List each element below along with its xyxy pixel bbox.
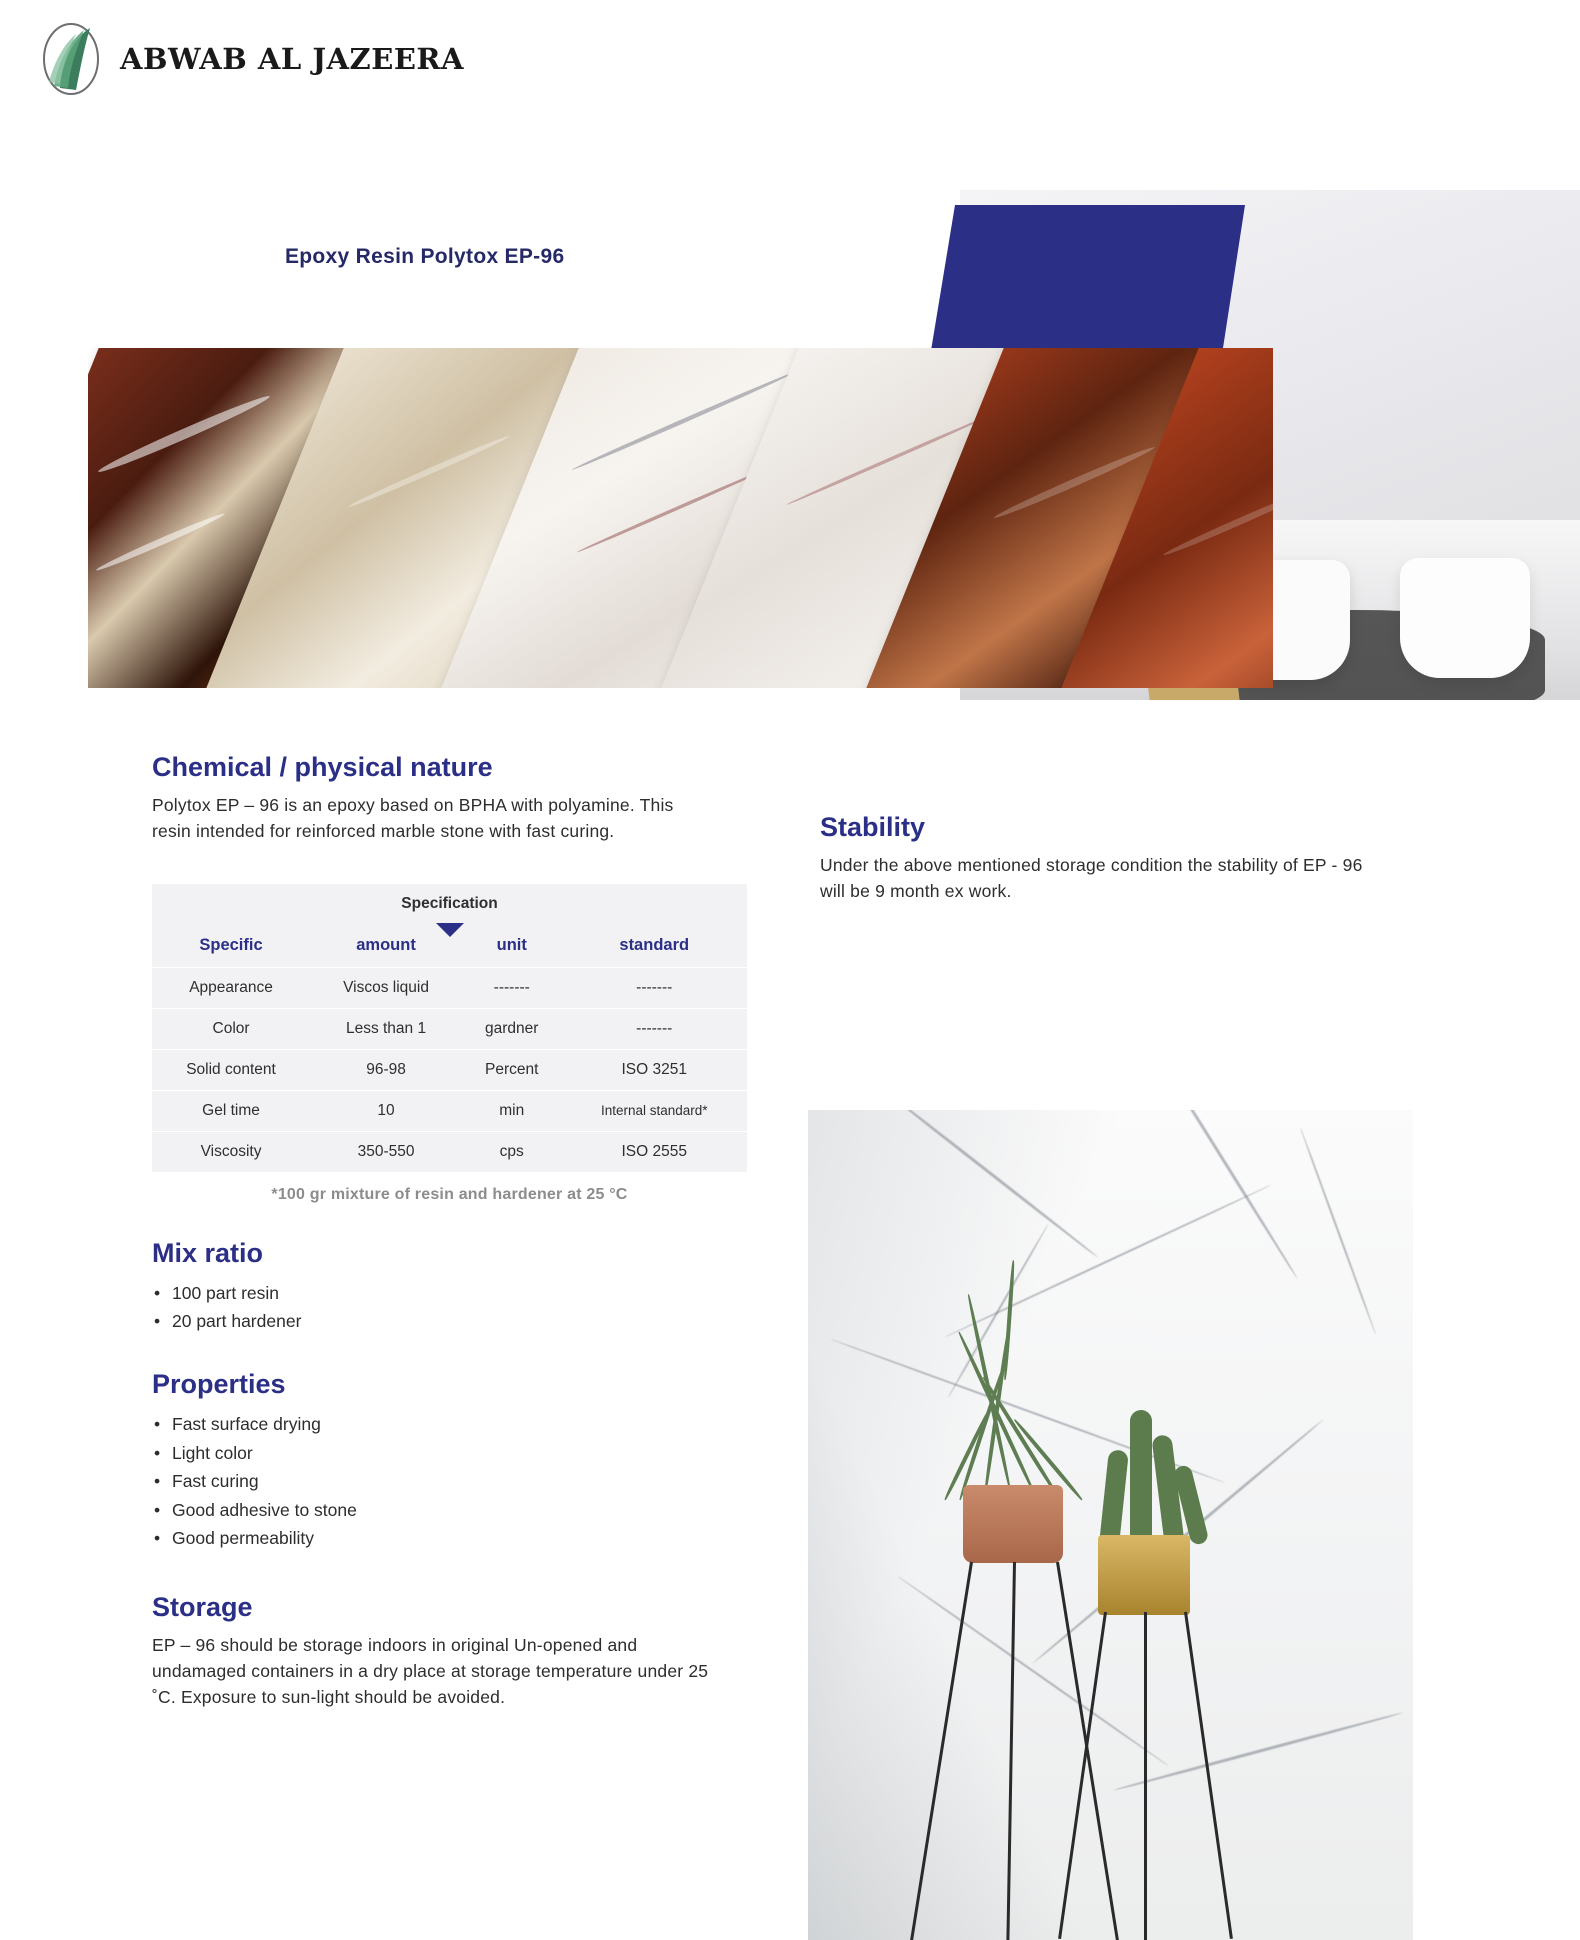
mix-ratio-title: Mix ratio xyxy=(152,1237,264,1268)
list-item: • 20 part hardener xyxy=(152,1307,752,1335)
list-item: • Fast curing xyxy=(152,1467,752,1495)
cell-specific: Viscosity xyxy=(152,1131,310,1172)
wing-logo-icon xyxy=(40,22,102,96)
cell-standard: ISO 3251 xyxy=(561,1049,747,1090)
page-header xyxy=(40,22,464,96)
specification-table xyxy=(152,883,747,1172)
list-item: • Fast surface drying xyxy=(152,1410,752,1438)
storage-section xyxy=(152,1592,752,1711)
brand-name: ABWAB AL JAZEERA xyxy=(120,42,465,76)
cell-specific: Appearance xyxy=(152,967,310,1008)
column-header-amount: amount xyxy=(310,924,462,968)
cell-standard: Internal standard* xyxy=(561,1090,747,1131)
cell-unit: min xyxy=(462,1090,561,1131)
list-item: • Light color xyxy=(152,1439,752,1467)
column-header-unit: unit xyxy=(462,924,561,968)
properties-section xyxy=(152,1369,752,1552)
list-item: • Good permeability xyxy=(152,1524,752,1552)
specification-caption-text: Specification xyxy=(401,894,498,912)
hero-title: Epoxy Resin Polytox EP-96 xyxy=(285,245,565,268)
list-item: • 100 part resin xyxy=(152,1279,752,1307)
right-content-column xyxy=(820,812,1390,905)
properties-list xyxy=(152,1410,752,1552)
specification-table-caption xyxy=(152,883,747,924)
marble-tiles-photo xyxy=(88,348,1273,688)
properties-title: Properties xyxy=(152,1369,286,1400)
cell-unit: cps xyxy=(462,1131,561,1172)
table-row xyxy=(152,1049,747,1090)
cell-specific: Solid content xyxy=(152,1049,310,1090)
table-row xyxy=(152,967,747,1008)
column-header-standard: standard xyxy=(561,924,747,968)
table-row xyxy=(152,1131,747,1172)
terracotta-pot xyxy=(963,1485,1063,1563)
cell-specific: Color xyxy=(152,1008,310,1049)
cell-unit: ------- xyxy=(462,967,561,1008)
stability-text: Under the above mentioned storage condition the stability of EP - 96 will be 9 month ex work. xyxy=(820,855,1363,901)
cell-amount: Less than 1 xyxy=(310,1008,462,1049)
gold-pot xyxy=(1098,1535,1190,1615)
column-header-specific: Specific xyxy=(152,924,310,968)
mix-ratio-list xyxy=(152,1279,752,1336)
chemical-section-title: Chemical / physical nature xyxy=(152,752,493,782)
chemical-section-text: Polytox EP – 96 is an epoxy based on BPHA with polyamine. This resin intended for reinforced marble stone with fast curing. xyxy=(152,795,674,841)
cell-unit: gardner xyxy=(462,1008,561,1049)
marble-plants-photo xyxy=(808,1110,1413,1940)
mix-ratio-section xyxy=(152,1238,752,1336)
hero-banner xyxy=(0,100,1580,700)
cell-standard: ------- xyxy=(561,1008,747,1049)
left-content-column xyxy=(152,752,752,1711)
cell-unit: Percent xyxy=(462,1049,561,1090)
storage-title: Storage xyxy=(152,1592,253,1623)
cell-amount: Viscos liquid xyxy=(310,967,462,1008)
cell-specific: Gel time xyxy=(152,1090,310,1131)
table-row xyxy=(152,1090,747,1131)
cell-amount: 10 xyxy=(310,1090,462,1131)
cell-standard: ISO 2555 xyxy=(561,1131,747,1172)
caption-arrow-icon xyxy=(436,923,464,937)
storage-text: EP – 96 should be storage indoors in original Un-opened and undamaged containers in a dry place at storage temperature under 25 ˚C. Exposure to sun-light should be avoided. xyxy=(152,1635,709,1707)
cell-amount: 96-98 xyxy=(310,1049,462,1090)
table-row xyxy=(152,1008,747,1049)
cell-amount: 350-550 xyxy=(310,1131,462,1172)
cell-standard: ------- xyxy=(561,967,747,1008)
stability-title: Stability xyxy=(820,812,926,842)
list-item: • Good adhesive to stone xyxy=(152,1496,752,1524)
table-footnote: *100 gr mixture of resin and hardener at 25 °C xyxy=(271,1185,628,1203)
